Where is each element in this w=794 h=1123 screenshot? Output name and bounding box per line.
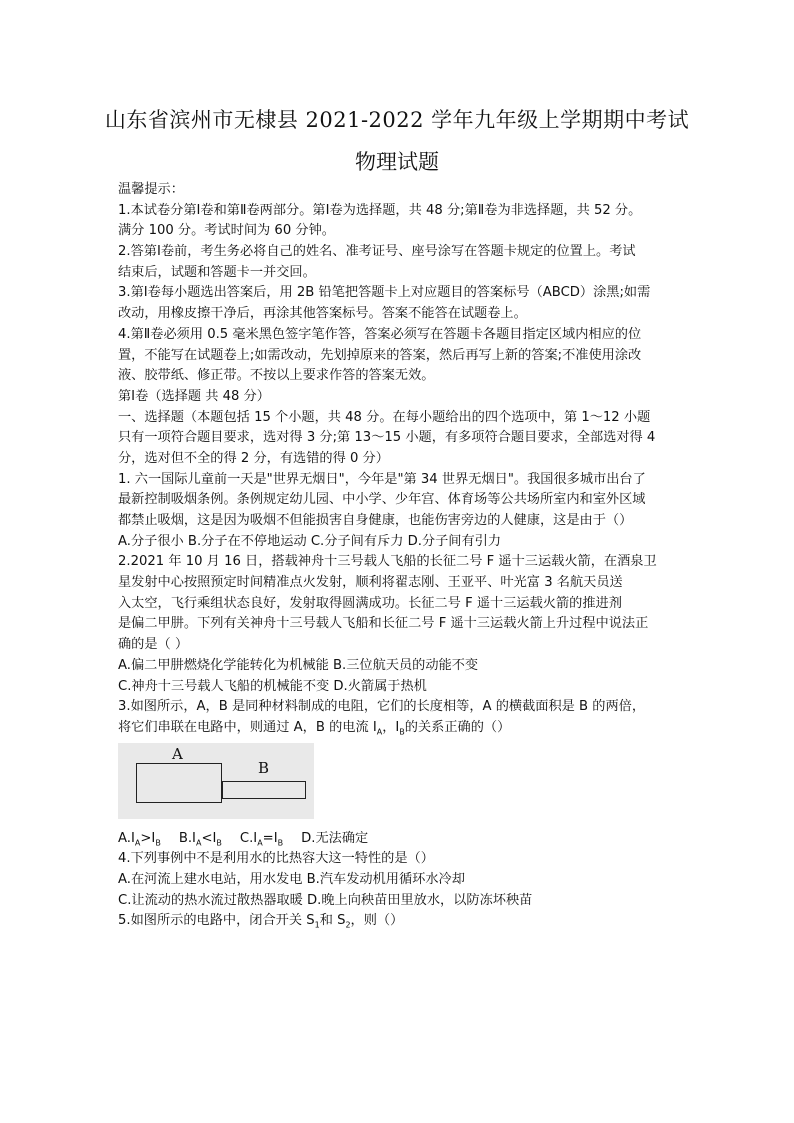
text-line: 4.下列事例中不是利用水的比热容大这一特性的是（） [118, 851, 434, 867]
text-line: 是偏二甲肼。下列有关神舟十三号载人飞船和长征二号 F 遥十三运载火箭上升过程中说法正 [118, 616, 649, 632]
text-line: 4.第Ⅱ卷必须用 0.5 毫米黑色签字笔作答，答案必须写在答题卡各题目指定区域内相应的位 [118, 326, 642, 342]
text-line: 1. 六一国际儿童前一天是"世界无烟日"，今年是"第 34 世界无烟日"。我国很多城市出台了 [118, 471, 646, 487]
text-line: 1.本试卷分第Ⅰ卷和第Ⅱ卷两部分。第Ⅰ卷为选择题，共 48 分;第Ⅱ卷为非选择题，共 52 分。 [118, 202, 642, 218]
text-line: 都禁止吸烟，这是因为吸烟不但能损害自身健康，也能伤害旁边的人健康，这是由于（） [118, 513, 633, 528]
text-line: 一、选择题（本题包括 15 个小题，共 48 分。在每小题给出的四个选项中，第 1～12 小题 [118, 409, 651, 425]
q3-line2: 将它们串联在电路中，则通过 A，B 的电流 $I_A$，$I_B$的关系正确的（） [118, 719, 511, 737]
text-line: 2.答第Ⅰ卷前，考生务必将自己的姓名、准考证号、座号涂写在答题卡规定的位置上。考试 [118, 244, 636, 260]
text-line: 置，不能写在试题卷上;如需改动，先划掉原来的答案，然后再写上新的答案;不准使用涂改 [118, 347, 642, 363]
resistor-a-shape [136, 763, 222, 803]
text-line: A.在河流上建水电站，用水发电 B.汽车发动机用循环水冷却 [118, 871, 465, 887]
text-line: 确的是（ ） [118, 637, 189, 653]
text-line: 3.第Ⅰ卷每小题选出答案后，用 2B 铅笔把答题卡上对应题目的答案标号（ABCD）涂黑;如需 [118, 285, 651, 301]
text-line: 分，选对但不全的得 2 分，有选错的得 0 分） [118, 450, 389, 466]
q3-option: $C.I_A=I_B$ [239, 830, 284, 848]
q3-option: D.无法确定 [301, 830, 369, 846]
exam-body [118, 180, 688, 932]
text-line: A.分子很小 B.分子在不停地运动 C.分子间有斥力 D.分子间有引力 [118, 533, 502, 549]
text-line: 满分 100 分。考试时间为 60 分钟。 [118, 223, 335, 239]
instructions-and-questions [118, 180, 688, 718]
text-line: 温馨提示： [118, 182, 184, 197]
text-line: 最新控制吸烟条例。条例规定幼儿园、中小学、少年宫、体育场等公共场所室内和室外区域 [118, 492, 646, 508]
text-line: 结束后，试题和答题卡一并交回。 [118, 264, 316, 280]
text-line: C.让流动的热水流过散热器取暖 D.晚上向秧苗田里放水，以防冻坏秧苗 [118, 892, 533, 908]
q3-option: $B.I_A<I_B$ [178, 830, 222, 848]
q5-line: 5.如图所示的电路中，闭合开关 $S_1$和 $S_2$，则（） [118, 913, 404, 930]
text-line: C.神舟十三号载人飞船的机械能不变 D.火箭属于热机 [118, 678, 427, 694]
text-line: 3.如图所示，A，B 是同种材料制成的电阻，它们的长度相等，A 的横截面积是 B 的两倍， [118, 699, 646, 715]
text-line: 改动，用橡皮擦干净后，再涂其他答案标号。答案不能答在试题卷上。 [118, 306, 527, 322]
exam-subtitle: 物理试题 [355, 150, 439, 174]
text-line: 只有一项符合题目要求，选对得 3 分;第 13～15 小题，有多项符合题目要求，全部选对得 4 [118, 430, 656, 446]
q3-option: $A.I_A>I_B$ [118, 830, 161, 848]
resistor-b-shape [222, 781, 306, 799]
resistor-a-label: A [172, 744, 183, 763]
text-line: 星发射中心按照预定时间精准点火发射，顺利将翟志刚、王亚平、叶光富 3 名航天员送 [118, 575, 623, 591]
questions-continued [118, 849, 688, 911]
text-line: A.偏二甲肼燃烧化学能转化为机械能 B.三位航天员的动能不变 [118, 657, 479, 673]
resistor-b-label: B [258, 758, 270, 777]
text-line: 入太空，飞行乘组状态良好，发射取得圆满成功。长征二号 F 遥十三运载火箭的推进剂 [118, 595, 622, 611]
resistor-figure [118, 743, 314, 819]
text-line: 2.2021 年 10 月 16 日，搭载神舟十三号载人飞船的长征二号 F 遥十三运载火箭，在酒泉卫 [118, 554, 657, 570]
text-line: 液、胶带纸、修正带。不按以上要求作答的答案无效。 [118, 368, 435, 384]
text-line: 第Ⅰ卷（选择题 共 48 分） [118, 388, 270, 404]
q3-options [118, 829, 688, 850]
exam-title: 山东省滨州市无棣县 2021-2022 学年九年级上学期期中考试 [104, 108, 690, 132]
